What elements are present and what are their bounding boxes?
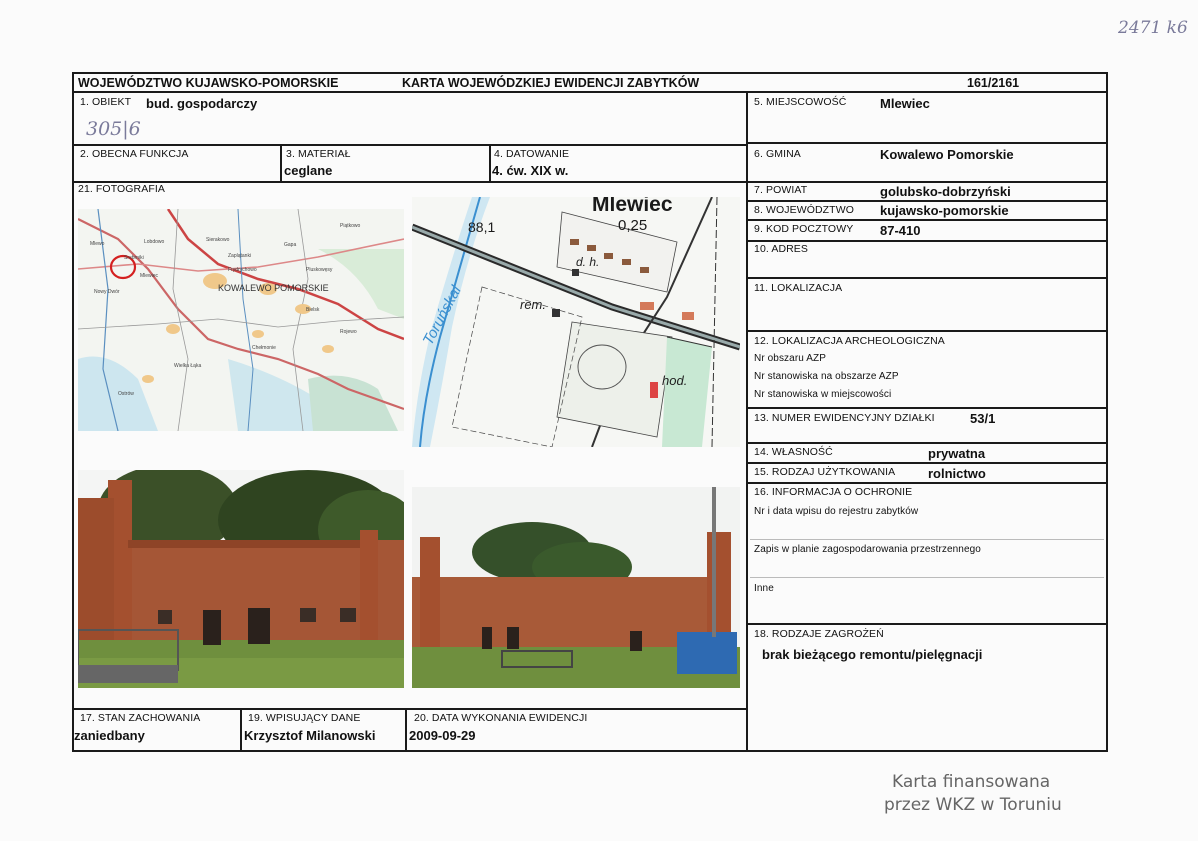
map-place-label: Wielka Łąka xyxy=(174,363,202,369)
field-9-value: 87-410 xyxy=(880,223,921,238)
field-12-label: 12. LOKALIZACJA ARCHEOLOGICZNA xyxy=(754,335,945,347)
site-map-title: Mlewiec xyxy=(592,197,673,216)
field-18-label: 18. RODZAJE ZAGROŻEŃ xyxy=(754,628,884,640)
building-photo-2 xyxy=(412,487,740,688)
other-protection-line: Inne xyxy=(754,583,774,594)
map-place-label: Piątkowo xyxy=(340,223,361,229)
site-map-label-hod: hod. xyxy=(662,373,688,388)
field-19-label: 19. WPISUJĄCY DANE xyxy=(248,712,361,724)
site-map-river-label: Toruńskal xyxy=(419,283,465,348)
site-map-label-rem: rem. xyxy=(520,297,546,312)
field-21-label: 21. FOTOGRAFIA xyxy=(78,183,165,195)
map-place-label: Srebrniki xyxy=(124,255,144,261)
spatial-plan-line: Zapis w planie zagospodarowania przestrzennego xyxy=(754,544,981,555)
handwritten-number: 305|6 xyxy=(86,118,141,140)
field-8-value: kujawsko-pomorskie xyxy=(880,203,1009,218)
site-map-scale: 0,25 xyxy=(618,217,648,234)
map-place-label: Chełmonie xyxy=(252,345,276,351)
register-entry-line: Nr i data wpisu do rejestru zabytków xyxy=(754,506,919,517)
map-place-label: Pluskowęsy xyxy=(306,267,333,273)
field-2-label: 2. OBECNA FUNKCJA xyxy=(80,148,189,160)
building-photo-1 xyxy=(78,470,404,688)
field-11-label: 11. LOKALIZACJA xyxy=(754,282,843,294)
map-place-label: Bielsk xyxy=(306,307,320,313)
site-map xyxy=(412,197,740,447)
field-1-label: 1. OBIEKT xyxy=(80,96,132,108)
field-14-value: prywatna xyxy=(928,446,986,461)
field-10-label: 10. ADRES xyxy=(754,243,809,255)
field-9-label: 9. KOD POCZTOWY xyxy=(754,223,854,235)
field-1-value: bud. gospodarczy xyxy=(146,96,258,111)
field-17-label: 17. STAN ZACHOWANIA xyxy=(80,712,201,724)
field-7-value: golubsko-dobrzyński xyxy=(880,184,1011,199)
site-map-elevation: 88,1 xyxy=(468,219,496,235)
field-13-label: 13. NUMER EWIDENCYJNY DZIAŁKI xyxy=(754,412,935,424)
map-town-label: KOWALEWO POMORSKIE xyxy=(218,283,329,293)
field-15-label: 15. RODZAJ UŻYTKOWANIA xyxy=(754,466,896,478)
field-5-value: Mlewiec xyxy=(880,96,930,111)
field-15-value: rolnictwo xyxy=(928,466,986,481)
corner-archive-mark: 2471 k6 xyxy=(1118,18,1188,38)
region-map xyxy=(78,209,404,431)
header-region: WOJEWÓDZTWO KUJAWSKO-POMORSKIE xyxy=(78,76,339,90)
field-16-label: 16. INFORMACJA O OCHRONIE xyxy=(754,486,913,498)
map-place-label: Zaplątanki xyxy=(228,253,252,259)
header-card-number: 161/2161 xyxy=(967,76,1020,90)
map-place-label: Gapa xyxy=(284,242,297,248)
field-3-value: ceglane xyxy=(284,163,333,178)
map-place-label: Rojewo xyxy=(340,329,357,335)
header-title: KARTA WOJEWÓDZKIEJ EWIDENCJI ZABYTKÓW xyxy=(402,76,700,90)
field-5-label: 5. MIEJSCOWOŚĆ xyxy=(754,96,847,108)
map-place-label: Sierakowo xyxy=(206,237,230,243)
map-place-label: Nowy Dwór xyxy=(94,289,120,295)
field-14-label: 14. WŁASNOŚĆ xyxy=(754,446,833,458)
field-4-value: 4. ćw. XIX w. xyxy=(492,163,569,178)
funding-note-line2: przez WKZ w Toruniu xyxy=(884,795,1062,815)
map-place-label: Mlewiec xyxy=(140,273,159,279)
azp-area-line: Nr obszaru AZP xyxy=(754,353,826,364)
field-4-label: 4. DATOWANIE xyxy=(494,148,570,160)
field-6-label: 6. GMINA xyxy=(754,148,801,160)
map-place-label: Frydrychowo xyxy=(228,267,257,273)
field-6-value: Kowalewo Pomorskie xyxy=(880,147,1014,162)
site-map-label-dh: d. h. xyxy=(576,255,600,269)
field-8-label: 8. WOJEWÓDZTWO xyxy=(754,204,854,216)
field-20-value: 2009-09-29 xyxy=(409,728,476,743)
field-20-label: 20. DATA WYKONANIA EWIDENCJI xyxy=(414,712,588,724)
field-17-value: zaniedbany xyxy=(74,728,145,743)
azp-site-line: Nr stanowiska na obszarze AZP xyxy=(754,371,899,382)
field-18-value: brak bieżącego remontu/pielęgnacji xyxy=(762,647,983,662)
field-7-label: 7. POWIAT xyxy=(754,184,808,196)
field-19-value: Krzysztof Milanowski xyxy=(244,728,376,743)
field-3-label: 3. MATERIAŁ xyxy=(286,148,351,160)
locality-site-line: Nr stanowiska w miejscowości xyxy=(754,389,892,400)
funding-note-line1: Karta finansowana xyxy=(892,772,1051,792)
map-place-label: Ostrów xyxy=(118,391,134,397)
field-13-value: 53/1 xyxy=(970,411,996,426)
map-place-label: Mlewo xyxy=(90,241,105,247)
map-place-label: Lobdowo xyxy=(144,239,165,245)
